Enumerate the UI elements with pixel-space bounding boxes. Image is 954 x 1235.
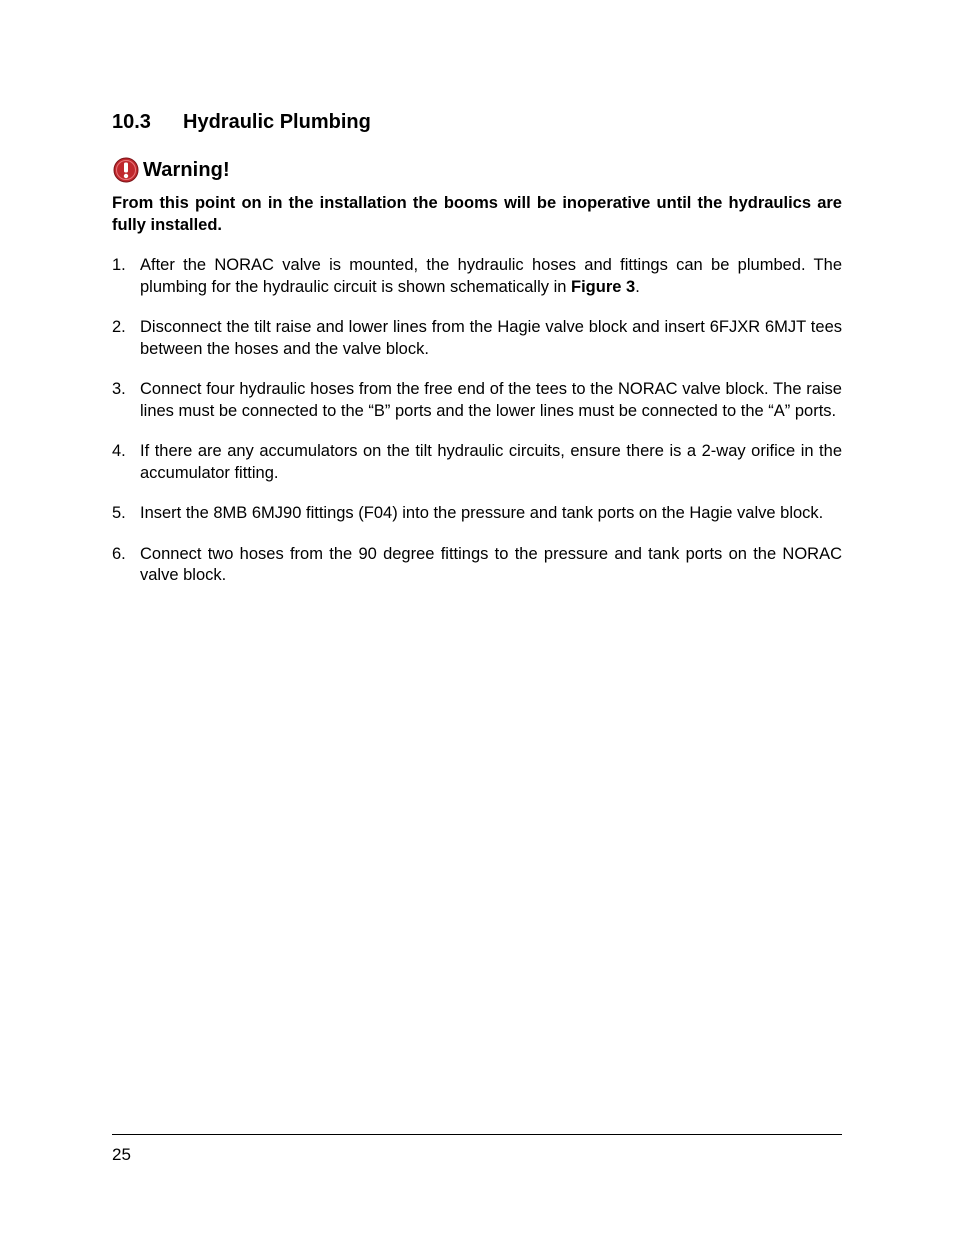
step-item	[112, 503, 842, 525]
footer-divider	[112, 1134, 842, 1135]
step-item	[112, 544, 842, 587]
step-item	[112, 379, 842, 422]
instruction-steps	[112, 255, 842, 606]
section-title: Hydraulic Plumbing	[183, 111, 371, 133]
step-item	[112, 441, 842, 484]
section-heading	[112, 111, 371, 134]
step-number: 5.	[112, 504, 126, 522]
step-item	[112, 255, 842, 298]
figure-reference: Figure 3	[571, 277, 636, 296]
step-text: Connect four hydraulic hoses from the free end of the tees to the NORAC valve block. The raise lines must be connected to the “B” ports and the lower lines must be connected to the “A” ports.	[140, 380, 842, 420]
step-text: Connect two hoses from the 90 degree fittings to the pressure and tank ports on the NORAC valve block.	[140, 544, 842, 584]
step-item	[112, 317, 842, 360]
step-text: If there are any accumulators on the tilt hydraulic circuits, ensure there is a 2-way orifice in the accumulator fitting.	[140, 442, 842, 482]
step-number: 2.	[112, 318, 126, 336]
step-text: Disconnect the tilt raise and lower lines from the Hagie valve block and insert 6FJXR 6MJT tees between the hoses and the valve block.	[140, 318, 842, 358]
step-text: Insert the 8MB 6MJ90 fittings (F04) into the pressure and tank ports on the Hagie valve block.	[140, 504, 824, 522]
section-number: 10.3	[112, 111, 151, 133]
step-text-part: .	[635, 277, 640, 296]
warning-header	[113, 157, 230, 183]
warning-text: From this point on in the installation the booms will be inoperative until the hydraulics are fully installed.	[112, 194, 842, 234]
step-number: 3.	[112, 380, 126, 398]
step-number: 6.	[112, 544, 126, 563]
page-number: 25	[112, 1145, 131, 1164]
step-number: 4.	[112, 442, 126, 460]
step-text-part: After the NORAC valve is mounted, the hydraulic hoses and fittings can be plumbed. The plumbing for the hydraulic circuit is shown schematically in	[140, 256, 842, 296]
warning-title: Warning!	[143, 158, 230, 181]
step-number: 1.	[112, 256, 126, 274]
warning-exclamation-icon	[113, 157, 139, 183]
step-text	[140, 256, 842, 296]
